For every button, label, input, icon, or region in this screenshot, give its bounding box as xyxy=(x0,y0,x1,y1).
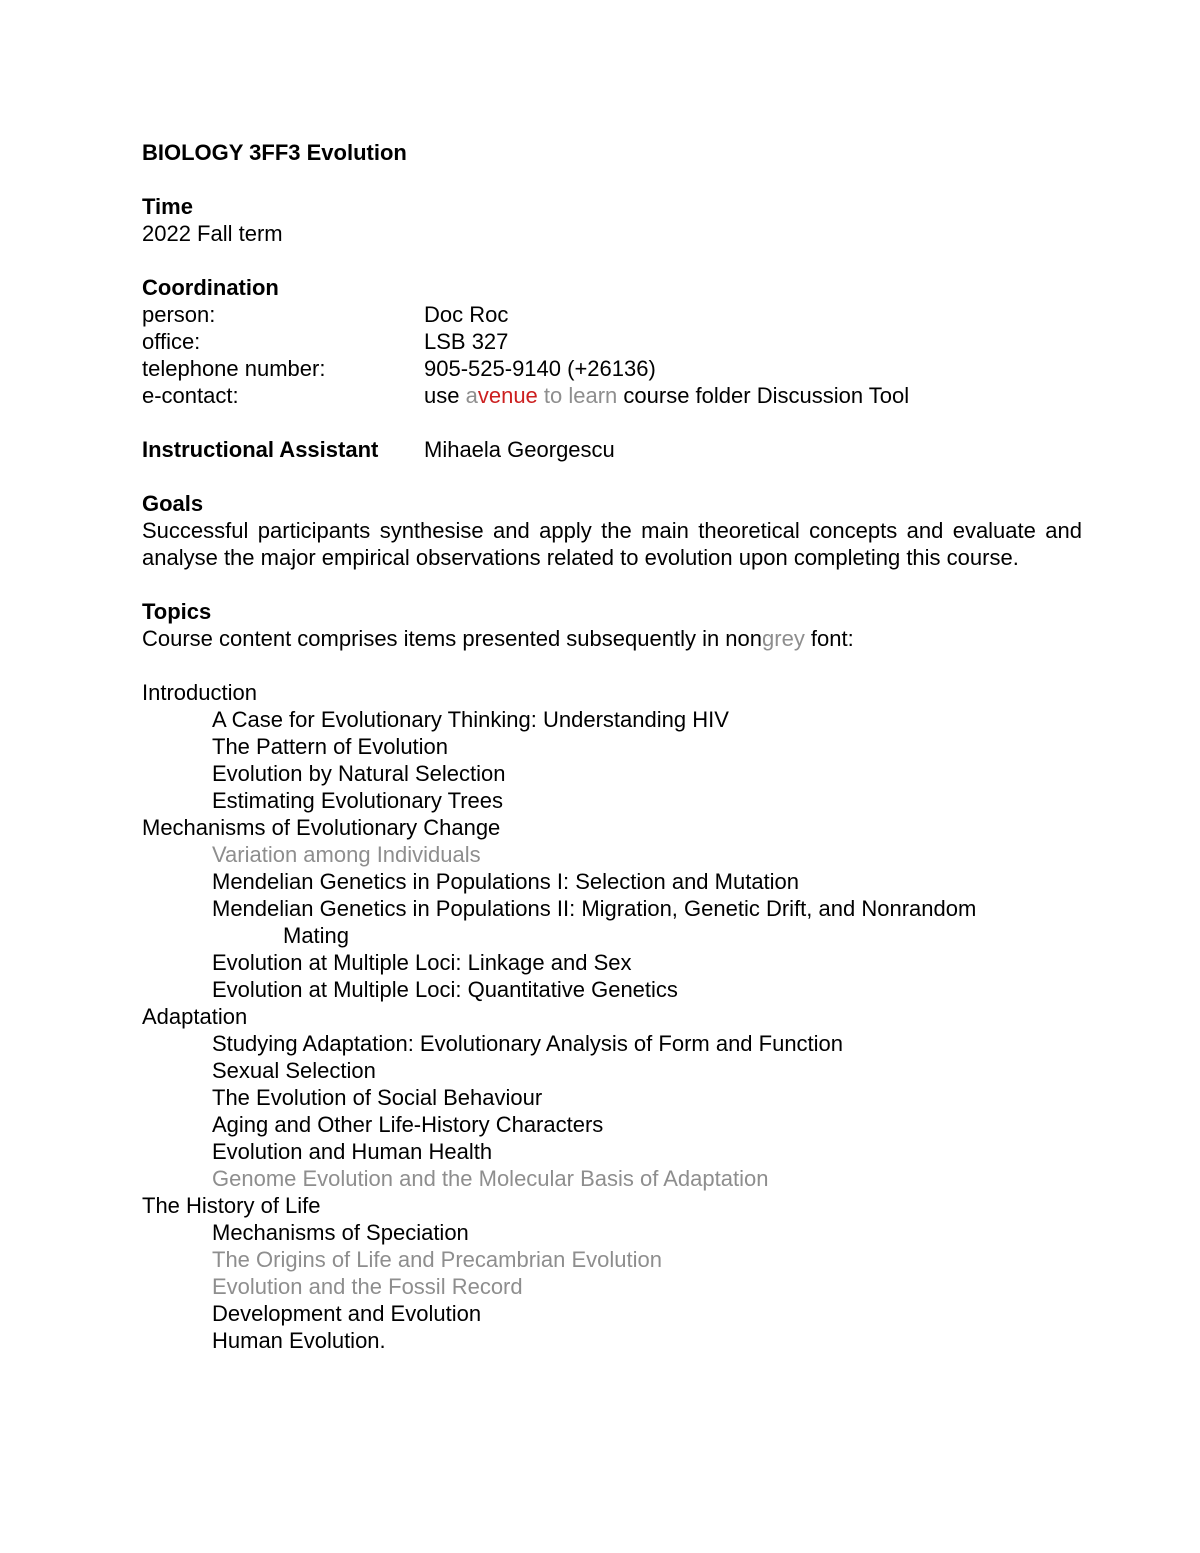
topic-item xyxy=(142,1327,1082,1354)
econtact-label: e-contact: xyxy=(142,383,239,408)
topic-item-continuation: Mating xyxy=(283,923,350,948)
course-title: BIOLOGY 3FF3 Evolution xyxy=(142,140,407,165)
term-value: 2022 Fall term xyxy=(142,221,283,246)
telephone-row xyxy=(142,355,1082,382)
coordination-heading: Coordination xyxy=(142,275,279,300)
topic-item xyxy=(142,760,1082,787)
topics-list xyxy=(142,679,1082,1354)
topic-item-text: Variation among Individuals xyxy=(212,842,481,867)
telephone-value: 905-525-9140 (+26136) xyxy=(424,356,656,381)
topics-intro-after: font: xyxy=(804,626,854,651)
topic-item xyxy=(142,1084,1082,1111)
topic-item-text: Evolution and Human Health xyxy=(212,1139,493,1164)
topic-item-text: Aging and Other Life-History Characters xyxy=(212,1112,604,1137)
person-label: person: xyxy=(142,302,216,327)
topic-item-text: Estimating Evolutionary Trees xyxy=(212,788,504,813)
goals-heading: Goals xyxy=(142,491,204,516)
econtact-use: use xyxy=(424,383,466,408)
syllabus-page xyxy=(142,139,1082,1354)
goals-section xyxy=(142,490,1082,571)
topic-item xyxy=(142,1138,1082,1165)
topic-item-text: The Pattern of Evolution xyxy=(212,734,449,759)
topic-item-text: Development and Evolution xyxy=(212,1301,482,1326)
topic-item xyxy=(142,733,1082,760)
person-value: Doc Roc xyxy=(424,302,509,327)
topic-item xyxy=(142,895,1082,949)
topics-section xyxy=(142,598,1082,1354)
topic-item-text: Evolution at Multiple Loci: Quantitative Genetics xyxy=(212,977,678,1002)
office-row xyxy=(142,328,1082,355)
time-heading: Time xyxy=(142,194,193,219)
topic-item-text: The Evolution of Social Behaviour xyxy=(212,1085,543,1110)
topic-item-text: Mendelian Genetics in Populations II: Migration, Genetic Drift, and Nonrandom xyxy=(212,896,977,921)
topic-item-text: Mechanisms of Speciation xyxy=(212,1220,469,1245)
topic-item xyxy=(142,1057,1082,1084)
topic-item-text: Human Evolution. xyxy=(212,1328,386,1353)
topic-item xyxy=(142,976,1082,1003)
econtact-venue: venue xyxy=(477,383,538,408)
topic-item xyxy=(142,949,1082,976)
topic-item-text: Mendelian Genetics in Populations I: Selection and Mutation xyxy=(212,869,800,894)
topic-item xyxy=(142,1219,1082,1246)
topic-category: Adaptation xyxy=(142,1004,248,1029)
topic-item xyxy=(142,706,1082,733)
topic-item xyxy=(142,1030,1082,1057)
instructional-assistant-label: Instructional Assistant xyxy=(142,437,379,462)
econtact-to-learn: to learn xyxy=(537,383,618,408)
topic-item-text: Evolution by Natural Selection xyxy=(212,761,506,786)
topics-heading: Topics xyxy=(142,599,212,624)
econtact-row xyxy=(142,382,1082,409)
person-row xyxy=(142,301,1082,328)
topic-item xyxy=(142,868,1082,895)
time-section xyxy=(142,193,1082,247)
econtact-a: a xyxy=(465,383,478,408)
topics-intro-before: Course content comprises items presented subsequently in non xyxy=(142,626,763,651)
topic-item xyxy=(142,1246,1082,1273)
topic-item-text: Sexual Selection xyxy=(212,1058,376,1083)
topics-intro-grey: grey xyxy=(762,626,805,651)
econtact-value xyxy=(424,382,1082,409)
topic-item-text: The Origins of Life and Precambrian Evolution xyxy=(212,1247,663,1272)
office-label: office: xyxy=(142,329,201,354)
telephone-label: telephone number: xyxy=(142,356,326,381)
topic-item xyxy=(142,1273,1082,1300)
topic-category: Mechanisms of Evolutionary Change xyxy=(142,815,501,840)
instructional-assistant-row xyxy=(142,436,1082,463)
topic-item xyxy=(142,841,1082,868)
instructional-assistant-value: Mihaela Georgescu xyxy=(424,437,615,462)
topic-item-text: Evolution at Multiple Loci: Linkage and Sex xyxy=(212,950,632,975)
topic-item xyxy=(142,1300,1082,1327)
topic-category: The History of Life xyxy=(142,1193,321,1218)
econtact-rest: course folder Discussion Tool xyxy=(617,383,910,408)
topic-item-text: Genome Evolution and the Molecular Basis of Adaptation xyxy=(212,1166,769,1191)
topics-intro xyxy=(142,625,1082,652)
coordination-section xyxy=(142,274,1082,409)
topic-item-text: Evolution and the Fossil Record xyxy=(212,1274,523,1299)
topic-item xyxy=(142,1165,1082,1192)
topic-item xyxy=(142,1111,1082,1138)
topic-item-text: Studying Adaptation: Evolutionary Analysis of Form and Function xyxy=(212,1031,844,1056)
goals-text: Successful participants synthesise and apply the main theoretical concepts and evaluate and analyse the major empirical observations related to evolution upon completing this course. xyxy=(142,518,1082,570)
topic-item-text: A Case for Evolutionary Thinking: Understanding HIV xyxy=(212,707,729,732)
topic-category: Introduction xyxy=(142,680,257,705)
topic-item xyxy=(142,787,1082,814)
office-value: LSB 327 xyxy=(424,329,509,354)
